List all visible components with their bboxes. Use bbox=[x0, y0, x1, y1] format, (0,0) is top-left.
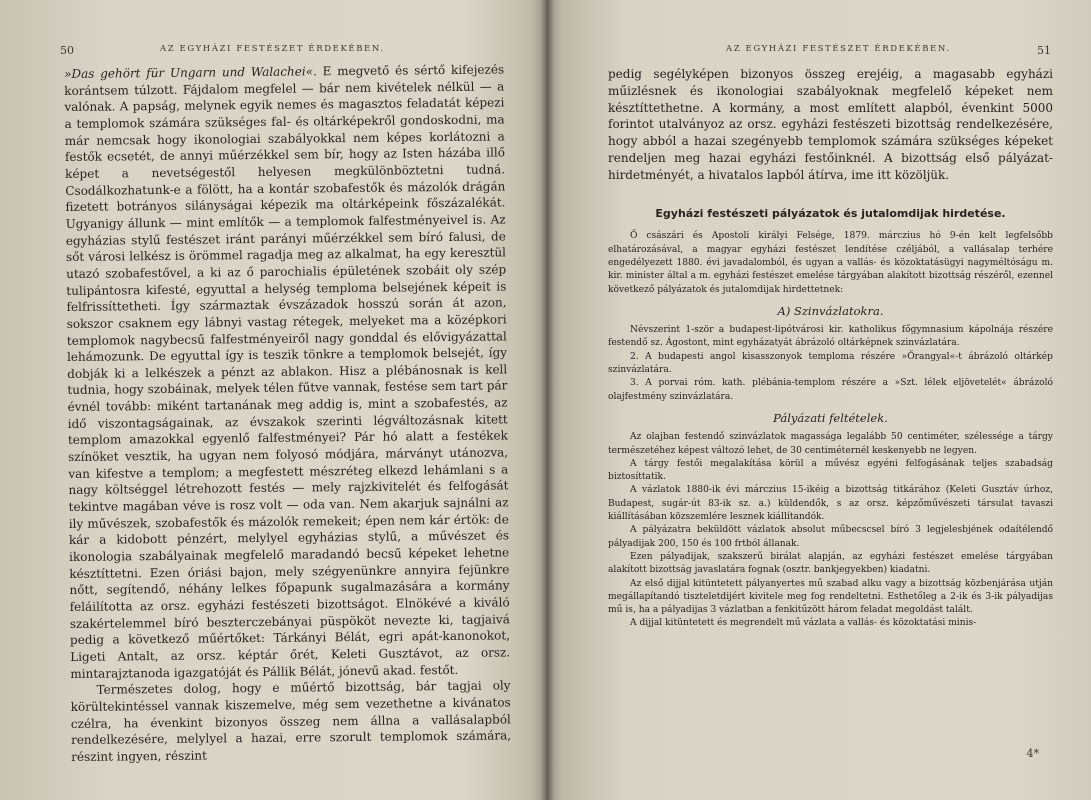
right-text-column bbox=[608, 66, 1053, 631]
left-text-column bbox=[64, 61, 511, 765]
running-head-left: AZ EGYHÁZI FESTÉSZET ÉRDEKÉBEN. bbox=[160, 44, 385, 54]
list-item: 3. A porvai róm. kath. plébánia-templom részére a »Szt. lélek eljövetelét« ábrázoló olajfestmény szinvázlatára. bbox=[608, 378, 1053, 402]
condition-item: Ezen pályadijak, szakszerű birálat alapján, az egyházi festészet emelése tárgyában alakított bizottság javaslatára fognak (osztr. bankjegyekben) kiadatni. bbox=[608, 551, 1053, 576]
paragraph bbox=[70, 678, 511, 766]
paragraph-text: Természetes dolog, hogy e műértő bizottság, bár tagjai oly körültekintéssel vannak kiszemelve, még sem vezethetne a kivánatos czélra, ha évenkint bizonyos összeg nem állna a vallásalapból rendelkezésére, melylyel a hazai, erre szorult templomok számára, részint ingyen, részint bbox=[70, 678, 512, 764]
signature-mark: 4* bbox=[1026, 747, 1039, 760]
paragraph-text: E megvető és sértő kifejezés korántsem túlzott. Fájdalom megfelel — bár nem kivételek nélkül — a valónak. A papság, melynek egyik nemes és magasztos feladatát képezi a templomok számára szükséges fal- és oltárképekről gondoskodni, ma már nemcsak hogy ikonologiai szabályokkal nem képes korlátozni a festők ecsetét, de annyi műérzékkel sem bír, hogy az Isten házába illő képet a nevetségestől helyesen megkülönböztetni tudná. Csodálkozhatunk-e a fölött, ha a kontár szobafestők és mázolók drágán fizetett botrányos silányságai képezik ma oltárképeink főszázalékát. Ugyanigy állunk — mint említők — a templomok falfestményeivel is. Az egyházias stylű festészet iránt parányi műérzékkel sem bíró falusi, de sőt városi lelkész is örömmel ragadja meg az alkalmat, ha egy keresztül utazó szobafestővel, a ki az ő parochialis épületének szobáit oly szép tulipántosra kifesté, egyuttal a helység temploma belsejének képeit is felfrissíttetheti. Így származtak évszázadok hosszú során át azon, sokszor csaknem egy lábnyi vastag rétegek, melyeket ma a középkori templomok nagybecsű falfestményeiről nagy gonddal és elővigyázattal lehámozunk. De egyuttal így is teszik tönkre a templomok belsejét, így dobják ki a lelkészek a pénzt az ablakon. Hisz a plébánosnak is kell tudnia, hogy szobáinak, melyek télen fűtve vannak, festése sem tart pár évnél tovább: miként tartanának meg addig is, mint a szobafestés, az idő viszontagságainak, az évszakok szerinti légváltozásnak kitett templom amazokkal egyenlő falfestményei? Pár hó alatt a festékek színöket vesztik, ha ugyan nem folyosó módjára, márványt utánozva, van kifestve a templom; a megfestett mészréteg elkezd lehámlani s a nagy költséggel létrehozott festés — mely rajzkivitelét és felfogását tekintve magában véve is rosz volt — oda van. Nem akarjuk sajnálni az ily művészek, szobafestők és mázolók remekeit; épen nem kár értök: de kár a kidobott pénzért, melylyel egyházias stylű, a művészet és ikonologia szabályainak megfelelő maradandó becsű képeket lehetne késztíttetni. Ezen óriási bajon, mely szégyenünkre annyira fejünkre nőtt, segítendő, néhány lelkes főpapunk sugalmazására a kormány feláilította az orsz. egyházi festészeti bizottságot. Elnökévé a kiváló szakértelemmel bíró beszterczebányai püspököt nevezte ki, tagjaivá pedig a következő műértőket: Tárkányi Bélát, egri apát-kanonokot, Ligeti Antalt, az orsz. képtár őrét, Keleti Gusztávot, az orsz. mintarajztanoda igazgatóját és Pállik Bélát, jónevű akad. festőt. bbox=[64, 62, 511, 681]
notice-intro: Ő császári és Apostoli királyi Felsége, 1879. márczius hó 9-én kelt legfelsőbb elhatározásával, a magyar egyházi festészet lendítése czéljából, a vallásalap terhére engedélyezett 1880. évi javadalomból, és ugyan a vallás- és közoktatásügyi nagyméltóságu m. kir. minister által a m. egyházi festészet emelése tárgyában alakított bizottság részéről, ezennel következő pályázatok és jutalomdijak hirdettetnek: bbox=[608, 231, 1053, 295]
page-number-right: 51 bbox=[1037, 44, 1051, 57]
running-head-right: AZ EGYHÁZI FESTÉSZET ÉRDEKÉBEN. bbox=[726, 44, 951, 54]
notice-title: Egyházi festészeti pályázatok és jutalomdijak hirdetése. bbox=[655, 206, 1006, 220]
section-heading: Pályázati feltételek. bbox=[773, 410, 888, 425]
notice-body bbox=[608, 230, 1053, 630]
list-item: 2. A budapesti angol kisasszonyok temploma részére »Őrangyal«-t ábrázoló oltárkép szinvázlatára. bbox=[608, 351, 1053, 376]
page-number-left: 50 bbox=[60, 44, 74, 57]
condition-item: A dijjal kitüntetett és megrendelt mű vázlata a vallás- és közoktatási minis- bbox=[630, 618, 977, 629]
right-page bbox=[546, 0, 1091, 800]
condition-item: A tárgy festői megalakítása körül a művész egyéni felfogásának teljes szabadság biztosíttatik. bbox=[608, 458, 1053, 483]
section-heading: A) Szinvázlatokra. bbox=[777, 303, 884, 318]
condition-item: Az olajban festendő szinvázlatok magassága legalább 50 centiméter, szélessége a tárgy természetéhez képest változó lehet, de 30 centiméternél keskenyebb ne legyen. bbox=[608, 432, 1053, 456]
quoted-phrase: »Das gehört für Ungarn und Walachei«. bbox=[64, 64, 317, 81]
intro-paragraph: pedig segélyképen bizonyos összeg erejéig, a magasabb egyházi műizlésnek és ikonologiai szabályoknak megfelelő képeket nem késztíttethetne. A kormány, a most említett alapból, évenkint 5000 forintot utalványoz az orsz. egyházi festészeti bizottság rendelkezésére, hogy abból a hazai szegényebb templomok számára szükséges képeket rendeljen meg hazai egyházi festőinknél. A bizottság első pályázat-hirdetményét, a hivatalos lapból átírva, ime itt közöljük. bbox=[608, 67, 1053, 182]
condition-item: A vázlatok 1880-ik évi márczius 15-ikéig a bizottság titkárához (Keleti Gusztáv úrhoz, Budapest, sugár-út 83-ik sz. a.) küldendők, s az orsz. képzőművészeti társulat tavaszi kiállításában közszemlére lesznek kiállítandók. bbox=[608, 485, 1053, 523]
list-item: Névszerint 1-ször a budapest-lipótvárosi kir. katholikus főgymnasium kápolnája részére festendő sz. Ágostont, mint egyházatyát ábrázoló oltárképnek szinvázlatára. bbox=[608, 325, 1053, 349]
condition-item: Az első dijjal kitüntetett pályanyertes mű szabad alku vagy a bizottság közbenjárása utján megállapítandó tiszteletdijért kivitele meg fog rendeltetni. Esthetőleg a 2-ik és 3-ik pályadijas mű is, ha a pályadijas 3 vázlatban a fenkitűzött három feladat megoldást talált. bbox=[608, 578, 1053, 616]
condition-item: A pályázatra beküldött vázlatok absolut műbecscsel bíró 3 legjelesbjének odaítélendő pályadijak 200, 150 és 100 frtból állanak. bbox=[608, 525, 1053, 549]
paragraph bbox=[64, 61, 510, 682]
